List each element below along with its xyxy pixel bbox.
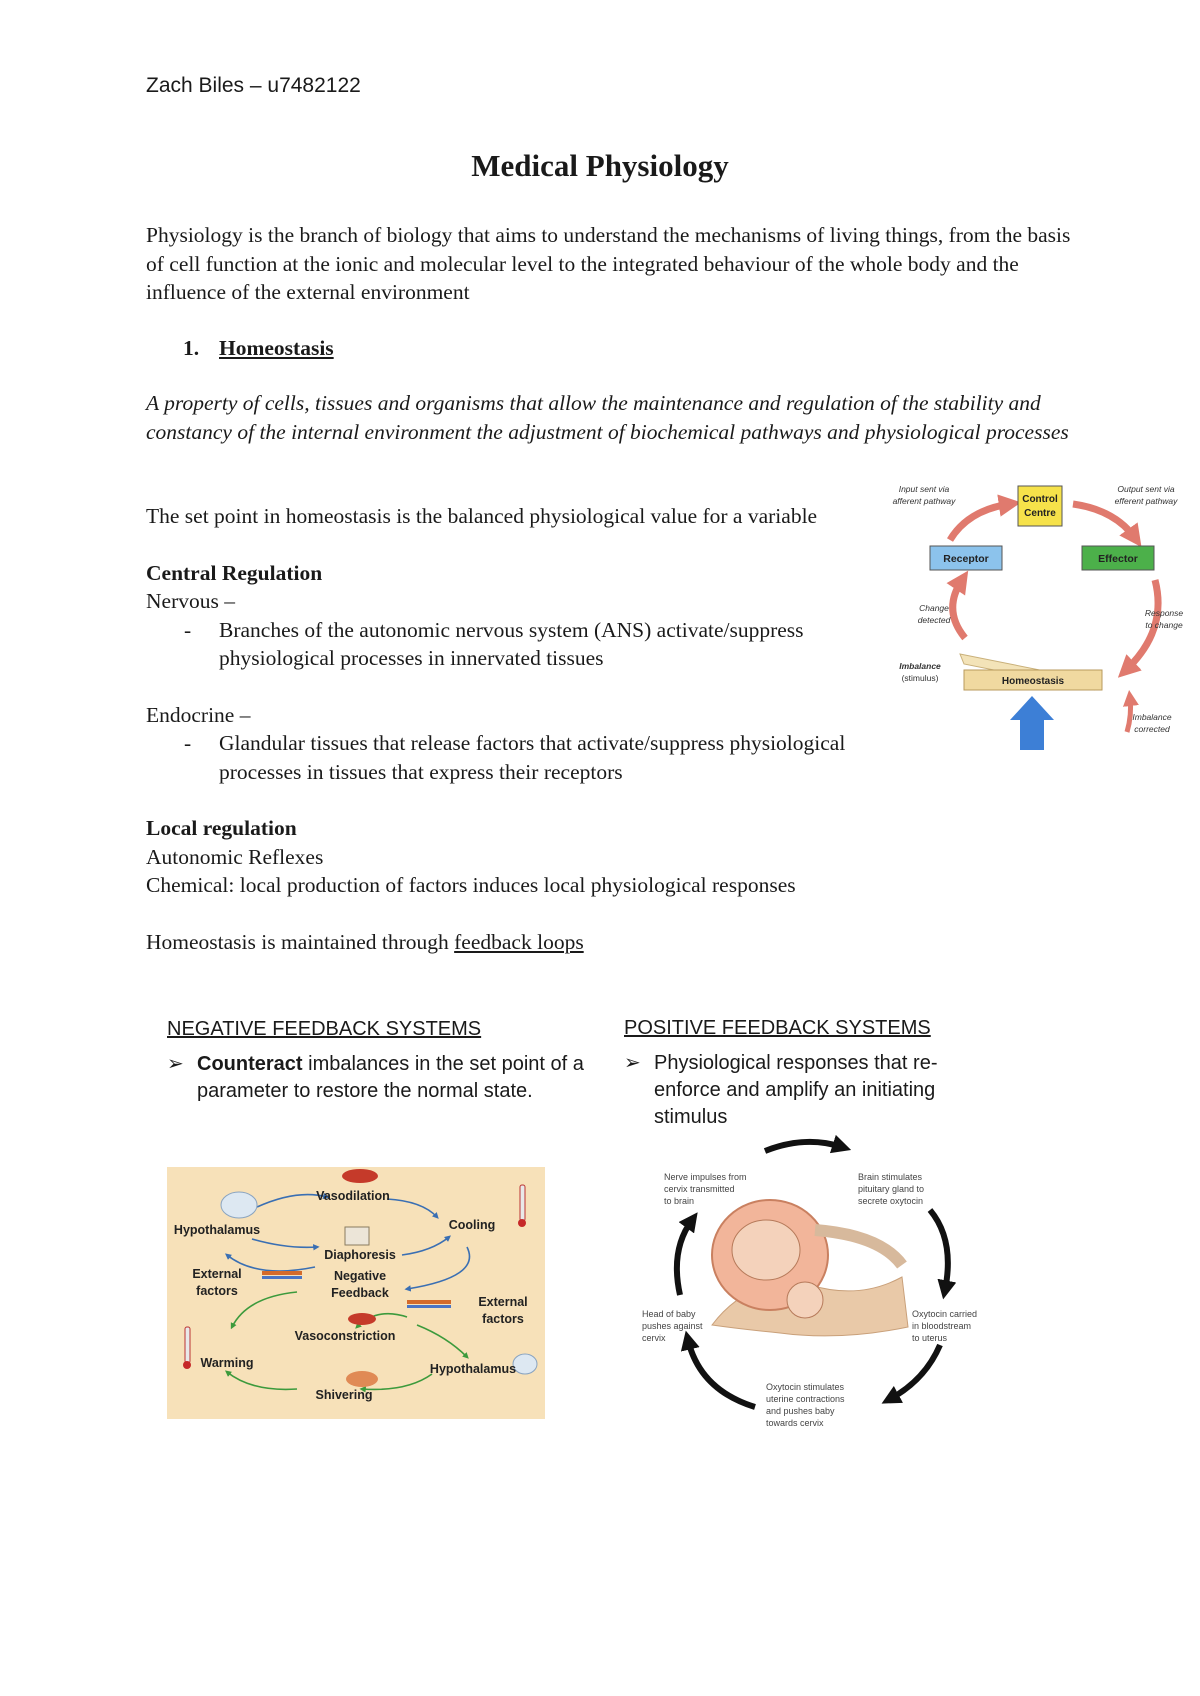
control-centre-line-2: Centre — [1024, 508, 1056, 519]
input-note-line-2: afferent pathway — [892, 496, 956, 506]
brain-note-line-3: secrete oxytocin — [858, 1196, 924, 1206]
nervous-item-text: Branches of the autonomic nervous system (ANS) activate/suppress physiological processes in innervated tissues — [219, 617, 804, 670]
negative-feedback-diagram — [167, 1167, 545, 1419]
head-note-line-1: Head of baby — [642, 1309, 696, 1319]
setpoint-paragraph: The set point in homeostasis is the balanced physiological value for a variable — [146, 504, 818, 528]
warming-label: Warming — [200, 1356, 254, 1370]
imbalance-note-line-2: (stimulus) — [901, 673, 939, 683]
muscle-icon — [346, 1371, 378, 1387]
external-factor-bar — [262, 1276, 302, 1279]
positive-bullet-text: Physiological responses that re-enforce and amplify an initiating stimulus — [654, 1052, 938, 1128]
hypothalamus-bottom-label: Hypothalamus — [429, 1362, 517, 1376]
negative-feedback-title: NEGATIVE FEEDBACK SYSTEMS — [167, 1018, 482, 1040]
cooling-label: Cooling — [448, 1218, 496, 1232]
brain-note-line-2: pituitary gland to — [858, 1184, 925, 1194]
cycle-arrow — [688, 1340, 755, 1407]
feedback-sentence — [146, 928, 846, 957]
control-centre-line-1: Control — [1022, 494, 1058, 505]
cycle-arrow — [765, 1142, 842, 1151]
local-line-1: Autonomic Reflexes — [146, 844, 324, 869]
bullet-arrow-icon: ➢ — [167, 1053, 184, 1075]
external-factors-left-line-2: factors — [196, 1284, 238, 1298]
oxytocin-contract-note-line-3: and pushes baby — [766, 1406, 835, 1416]
blood-vessel-icon — [342, 1169, 378, 1183]
corrected-note-line-1: Imbalance — [1132, 712, 1172, 722]
efferent-arrow — [1073, 504, 1135, 538]
positive-feedback-title: POSITIVE FEEDBACK SYSTEMS — [624, 1017, 931, 1039]
nerve-note-line-1: Nerve impulses from — [664, 1172, 747, 1182]
vasodilation-label: Vasodilation — [316, 1189, 390, 1203]
brain-icon — [221, 1192, 257, 1218]
diaphoresis-label: Diaphoresis — [324, 1248, 396, 1262]
brain-note-line-1: Brain stimulates — [858, 1172, 923, 1182]
local-regulation-heading: Local regulation — [146, 816, 297, 840]
endocrine-label: Endocrine – — [146, 702, 251, 727]
author-line: Zach Biles – u7482122 — [146, 74, 361, 97]
up-arrow-icon — [1010, 696, 1054, 750]
thermometer-icon — [520, 1185, 525, 1221]
nervous-list-item — [146, 616, 846, 673]
output-note-line-1: Output sent via — [1117, 484, 1175, 494]
shivering-label: Shivering — [315, 1388, 373, 1402]
vasoconstriction-label: Vasoconstriction — [294, 1329, 396, 1343]
response-note-line-2: to change — [1145, 620, 1183, 630]
nerve-note-line-3: to brain — [664, 1196, 695, 1206]
external-factor-bar — [407, 1300, 451, 1304]
negative-feedback-section — [167, 1018, 587, 1105]
afferent-arrow — [950, 504, 1010, 540]
head-note-line-2: pushes against — [642, 1321, 703, 1331]
negative-feedback-bullet — [167, 1051, 587, 1105]
endocrine-list-item — [146, 729, 846, 786]
external-factors-right-line-1: External — [478, 1295, 528, 1309]
positive-feedback-diagram — [640, 1135, 1000, 1435]
imbalance-note-line-1: Imbalance — [899, 661, 941, 671]
feedback-prefix: Homeostasis is maintained through — [146, 929, 455, 954]
central-regulation-heading: Central Regulation — [146, 560, 323, 585]
local-line-2: Chemical: local production of factors induces local physiological responses — [146, 873, 796, 897]
homeostasis-cycle-diagram — [890, 480, 1190, 758]
external-factor-bar — [407, 1305, 451, 1308]
thermometer-bulb-icon — [518, 1219, 526, 1227]
blood-vessel-icon — [348, 1313, 376, 1325]
oxytocin-blood-note-line-1: Oxytocin carried — [912, 1309, 978, 1319]
thermometer-icon — [185, 1327, 190, 1363]
homeostasis-label: Homeostasis — [1001, 676, 1065, 687]
negative-feedback-label-line-1: Negative — [333, 1269, 387, 1283]
change-detected-arrow — [953, 580, 965, 638]
external-factors-left-line-1: External — [192, 1267, 242, 1281]
external-factor-bar — [262, 1271, 302, 1275]
nerve-note-line-2: cervix transmitted — [664, 1184, 735, 1194]
nervous-label: Nervous – — [146, 589, 235, 613]
oxytocin-contract-note-line-1: Oxytocin stimulates — [766, 1382, 845, 1392]
brain-icon — [513, 1354, 537, 1374]
cycle-arrow — [930, 1210, 948, 1290]
receptor-label: Receptor — [943, 553, 989, 565]
baby-icon — [732, 1220, 800, 1280]
oxytocin-blood-note-line-3: to uterus — [912, 1333, 948, 1343]
homeostasis-definition: A property of cells, tissues and organisms that allow the maintenance and regulation of the stability and constancy of the internal environment the adjustment of biochemical pathways and physiological processes — [146, 391, 1069, 444]
baby-head-icon — [787, 1282, 823, 1318]
corrected-arrow — [1127, 698, 1131, 732]
oxytocin-contract-note-line-2: uterine contractions — [766, 1394, 845, 1404]
thermometer-bulb-icon — [183, 1361, 191, 1369]
section-heading-text: Homeostasis — [219, 336, 334, 360]
bullet-arrow-icon: ➢ — [624, 1052, 641, 1074]
sweat-gland-icon — [345, 1227, 369, 1245]
setpoint-block — [146, 502, 846, 956]
hypothalamus-top-label: Hypothalamus — [173, 1223, 261, 1237]
response-note-line-1: Response — [1144, 608, 1184, 618]
cycle-arrow — [677, 1220, 692, 1295]
cycle-arrow — [890, 1345, 940, 1399]
change-note-line-2: detected — [917, 615, 951, 625]
corrected-note-line-2: corrected — [1134, 724, 1170, 734]
page-title: Medical Physiology — [471, 148, 729, 183]
input-note-line-1: Input sent via — [898, 484, 950, 494]
positive-feedback-section — [624, 1017, 1004, 1131]
head-note-line-3: cervix — [642, 1333, 666, 1343]
control-centre-box — [1018, 486, 1062, 526]
oxytocin-contract-note-line-4: towards cervix — [766, 1418, 824, 1428]
effector-label: Effector — [1098, 553, 1138, 565]
section-heading-homeostasis — [183, 334, 334, 363]
negative-feedback-label-line-2: Feedback — [331, 1286, 389, 1300]
positive-feedback-bullet — [624, 1050, 1004, 1131]
list-dash: - — [184, 731, 192, 755]
list-dash: - — [184, 617, 192, 642]
counteract-word: Counteract — [197, 1053, 303, 1075]
endocrine-item-text: Glandular tissues that release factors that activate/suppress physiological processes in tissues that express their receptors — [219, 731, 846, 784]
output-note-line-2: efferent pathway — [1114, 496, 1178, 506]
negative-bullet-rest: imbalances in the set point of a parameter to restore the normal state. — [197, 1053, 584, 1102]
section-number: 1. — [183, 336, 200, 360]
external-factors-right-line-2: factors — [482, 1312, 524, 1326]
feedback-loops-link: feedback loops — [454, 929, 584, 954]
oxytocin-blood-note-line-2: in bloodstream — [912, 1321, 972, 1331]
intro-paragraph: Physiology is the branch of biology that aims to understand the mechanisms of living things, from the basis of cell function at the ionic and molecular level to the integrated behaviour of the whole body and the influence of the external environment — [146, 223, 1071, 304]
change-note-line-1: Change — [919, 603, 949, 613]
